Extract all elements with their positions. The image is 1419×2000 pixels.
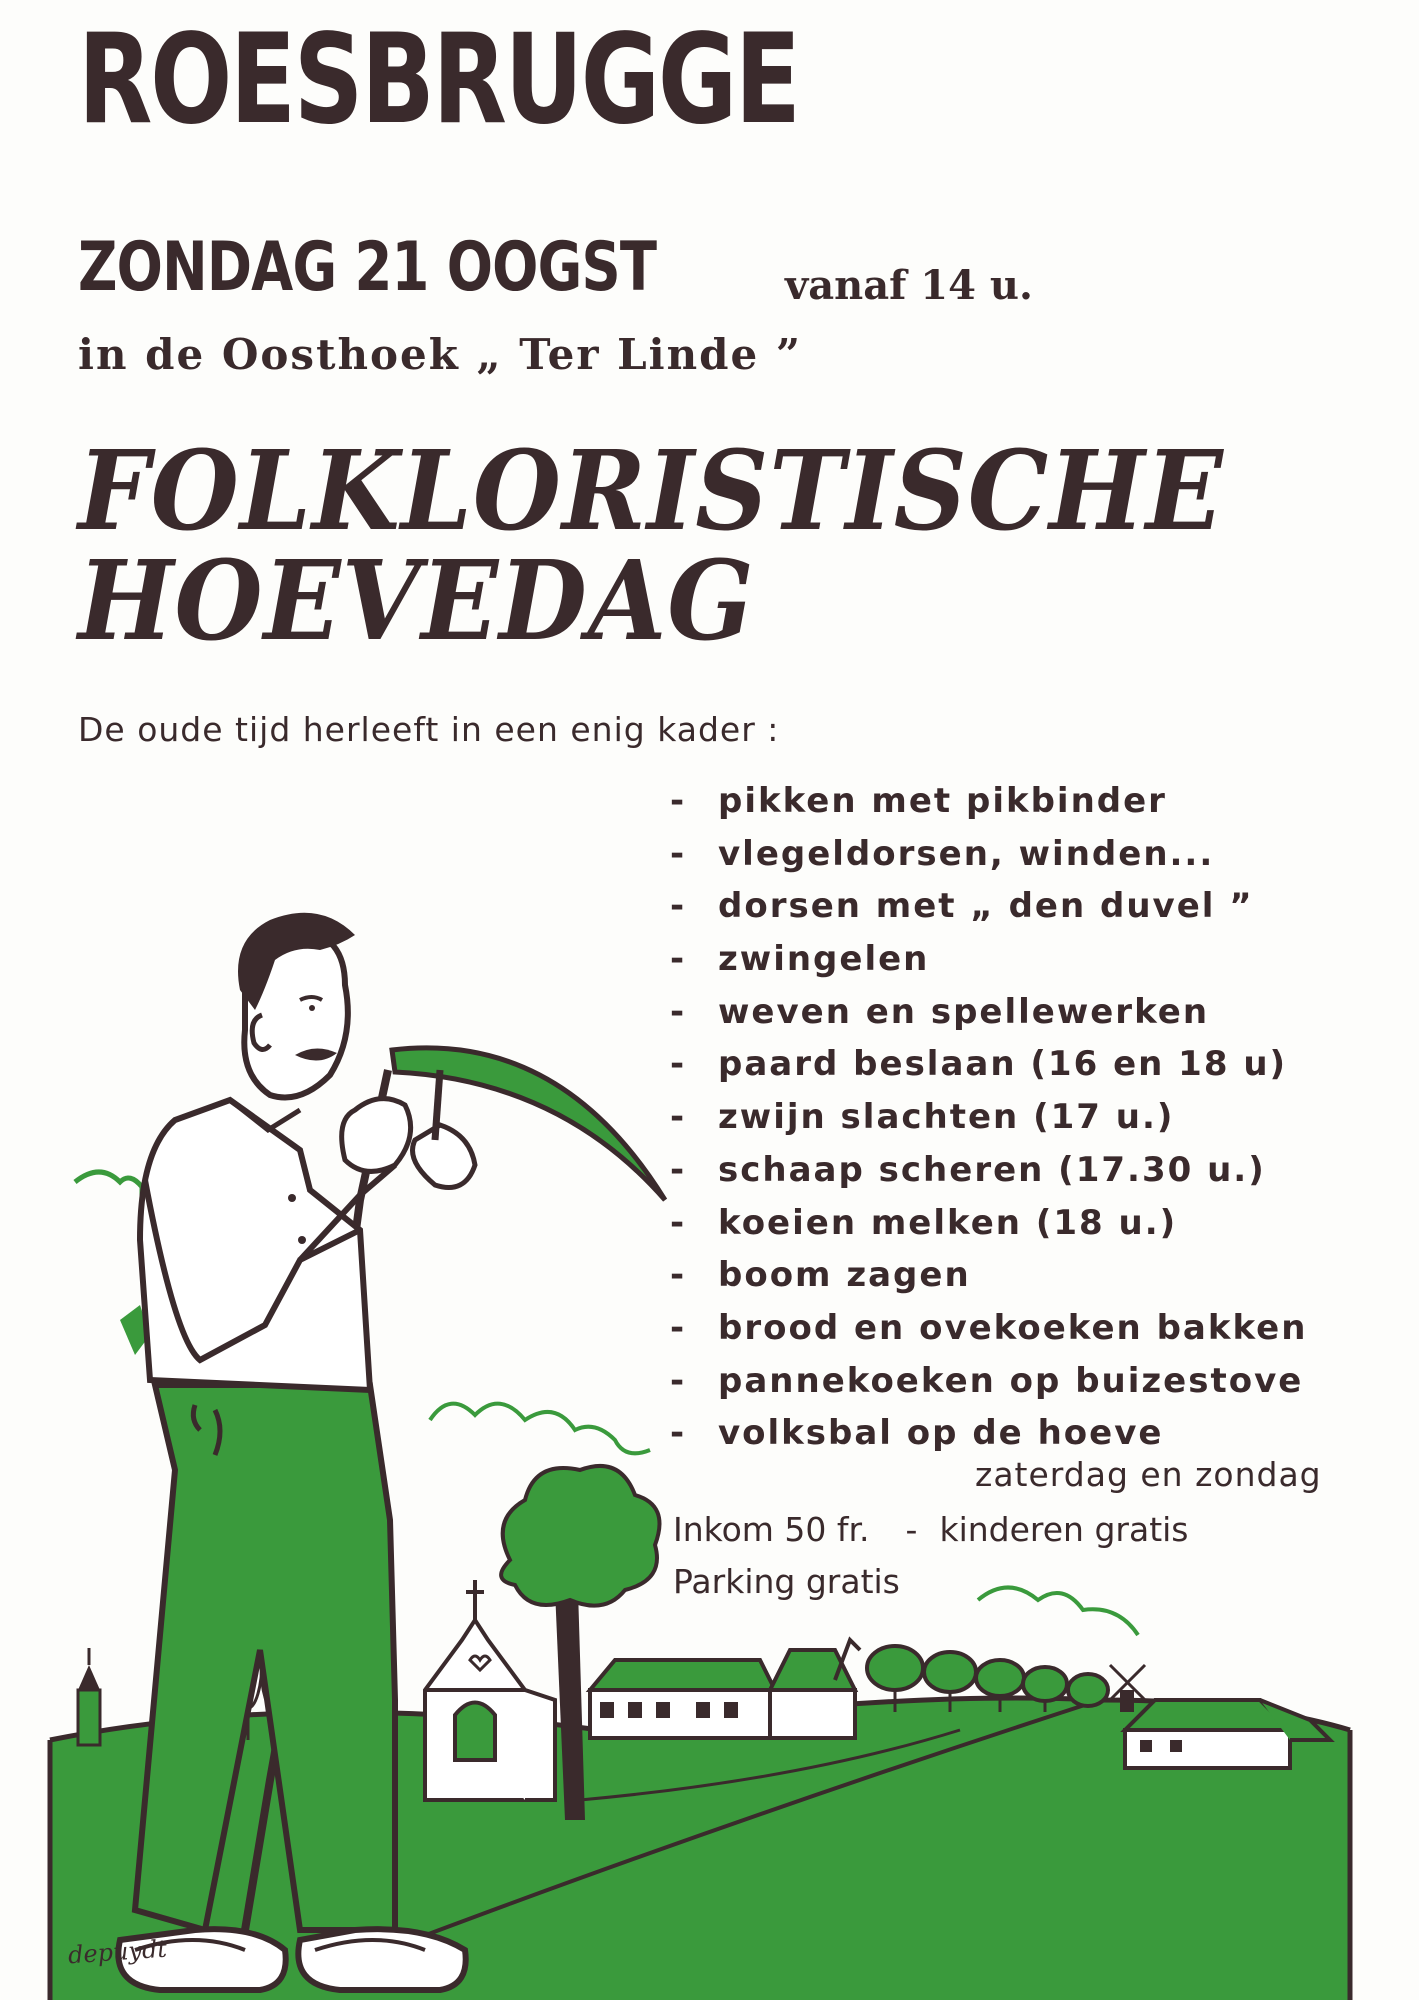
- event-title-line1: FOLKLORISTISCHE: [78, 426, 1224, 555]
- intro-text: De oude tijd herleeft in een enig kader :: [78, 710, 780, 749]
- activity-dash: -: [670, 1097, 687, 1138]
- activity-label: koeien melken (18 u.): [718, 1202, 1178, 1243]
- activity-item: [670, 1302, 1307, 1355]
- activity-dash: -: [670, 1307, 687, 1348]
- entry-info: [673, 1510, 1189, 1549]
- activity-dash: -: [670, 991, 687, 1032]
- activity-item: [670, 880, 1307, 933]
- activity-item: [670, 1249, 1307, 1302]
- activity-label: brood en ovekoeken bakken: [718, 1307, 1308, 1348]
- cloud-icon: [430, 1404, 650, 1454]
- activity-dash: -: [670, 886, 687, 927]
- chapel-icon: [425, 1580, 555, 1800]
- parking-info: Parking gratis: [673, 1562, 900, 1601]
- activity-item: [670, 1144, 1307, 1197]
- activity-item: [670, 828, 1307, 881]
- activity-dash: -: [670, 939, 687, 980]
- church-tower-icon: [78, 1648, 100, 1745]
- farmhouse-icon: [590, 1640, 860, 1738]
- activity-item: [670, 1197, 1307, 1250]
- activity-dash: -: [670, 1044, 687, 1085]
- activity-label: schaap scheren (17.30 u.): [718, 1149, 1266, 1190]
- activity-item: [670, 1038, 1307, 1091]
- activity-label: vlegeldorsen, winden...: [718, 833, 1215, 874]
- activity-item: [670, 1355, 1307, 1408]
- activity-label: volksbal op de hoeve: [718, 1413, 1164, 1454]
- activity-label: boom zagen: [718, 1255, 971, 1296]
- activity-item: [670, 1091, 1307, 1144]
- children-free: kinderen gratis: [939, 1510, 1189, 1549]
- cloud-right-icon: [978, 1588, 1138, 1636]
- artist-signature: depuydt: [67, 1934, 168, 1970]
- activity-label: paard beslaan (16 en 18 u): [718, 1044, 1288, 1085]
- activity-label: pikken met pikbinder: [718, 781, 1167, 821]
- activity-list: [670, 775, 1307, 1460]
- activity-dash: -: [670, 1413, 687, 1454]
- entry-separator: -: [905, 1510, 918, 1549]
- activity-label: pannekoeken op buizestove: [718, 1360, 1304, 1401]
- activity-label: zwijn slachten (17 u.): [718, 1097, 1175, 1138]
- activity-label: weven en spellewerken: [718, 991, 1210, 1032]
- activity-dash: -: [670, 833, 687, 874]
- event-date: [78, 228, 801, 307]
- event-date-text: ZONDAG 21 OOGST: [78, 228, 657, 307]
- event-title-line2: HOEVEDAG: [78, 536, 755, 665]
- event-location: in de Oosthoek „ Ter Linde ”: [78, 330, 803, 379]
- activity-dash: -: [670, 1149, 687, 1190]
- town-name: ROESBRUGGE: [78, 8, 799, 152]
- days-note: zaterdag en zondag: [975, 1455, 1322, 1494]
- activity-label: zwingelen: [718, 939, 930, 980]
- activity-item: [670, 1407, 1307, 1460]
- activity-dash: -: [670, 1360, 687, 1401]
- event-title: [78, 426, 1224, 665]
- activity-dash: -: [670, 781, 687, 821]
- activity-dash: -: [670, 1255, 687, 1296]
- event-time: vanaf 14 u.: [785, 262, 1033, 309]
- bush-left-icon: [75, 1172, 142, 1227]
- activity-dash: -: [670, 1202, 687, 1243]
- activity-item: [670, 986, 1307, 1039]
- entry-fee: Inkom 50 fr.: [673, 1510, 870, 1549]
- activity-item: [670, 933, 1307, 986]
- activity-label: dorsen met „ den duvel ”: [718, 886, 1254, 927]
- activity-item: [670, 775, 1307, 828]
